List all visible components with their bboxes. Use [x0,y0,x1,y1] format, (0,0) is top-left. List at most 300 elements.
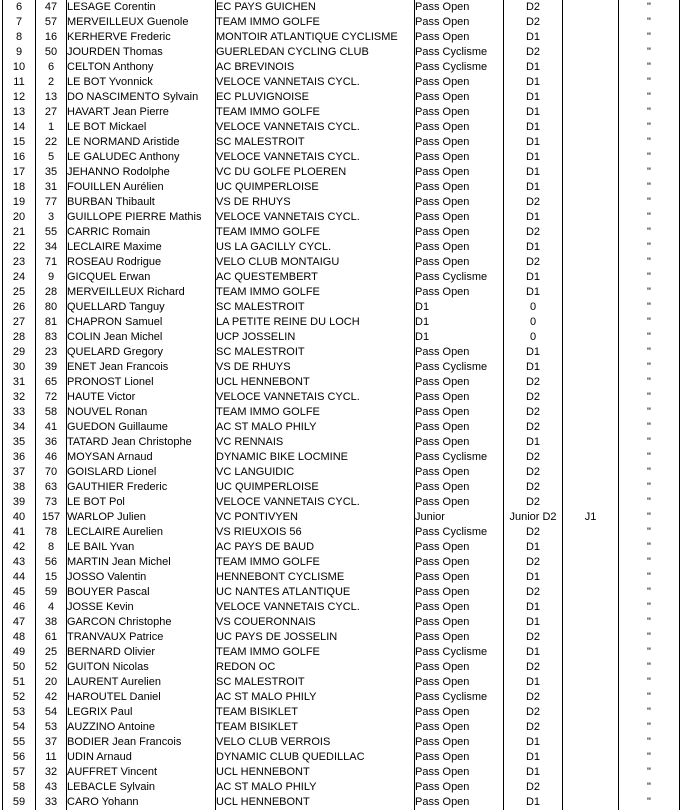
cell-bib-number: 53 [36,720,67,735]
cell-position: 56 [3,750,36,765]
cell-bib-number: 63 [36,480,67,495]
cell-category: Pass Open [415,75,504,90]
cell-rider-name: BODIER Jean Francois [67,735,216,750]
cell-division: D2 [504,0,563,15]
cell-position: 43 [3,555,36,570]
cell-position: 32 [3,390,36,405]
cell-position: 57 [3,765,36,780]
cell-extra [563,405,619,420]
cell-extra [563,30,619,45]
cell-rider-name: JOSSO Valentin [67,570,216,585]
cell-club: SC MALESTROIT [216,345,415,360]
table-row [3,570,680,585]
cell-bib-number: 32 [36,765,67,780]
cell-ditto-mark: " [619,675,680,690]
cell-ditto-mark: " [619,165,680,180]
cell-position: 52 [3,690,36,705]
cell-extra [563,135,619,150]
cell-extra [563,75,619,90]
cell-position: 20 [3,210,36,225]
cell-extra [563,735,619,750]
cell-bib-number: 34 [36,240,67,255]
cell-position: 29 [3,345,36,360]
cell-bib-number: 39 [36,360,67,375]
cell-position: 10 [3,60,36,75]
table-row [3,345,680,360]
cell-division: D2 [504,660,563,675]
cell-bib-number: 2 [36,75,67,90]
cell-ditto-mark: " [619,285,680,300]
cell-extra [563,270,619,285]
results-table-body [3,0,680,810]
cell-rider-name: BOUYER Pascal [67,585,216,600]
cell-bib-number: 50 [36,45,67,60]
table-row [3,585,680,600]
cell-category: Pass Open [415,285,504,300]
cell-ditto-mark: " [619,750,680,765]
cell-division: 0 [504,315,563,330]
cell-rider-name: LECLAIRE Aurelien [67,525,216,540]
table-row [3,30,680,45]
cell-ditto-mark: " [619,645,680,660]
table-row [3,135,680,150]
cell-extra [563,15,619,30]
cell-ditto-mark: " [619,540,680,555]
cell-bib-number: 59 [36,585,67,600]
cell-bib-number: 31 [36,180,67,195]
cell-category: Pass Open [415,0,504,15]
cell-position: 34 [3,420,36,435]
cell-division: D2 [504,780,563,795]
cell-extra [563,60,619,75]
cell-club: AC ST MALO PHILY [216,690,415,705]
cell-category: Pass Open [415,435,504,450]
cell-division: D2 [504,720,563,735]
cell-category: Pass Cyclisme [415,45,504,60]
cell-bib-number: 6 [36,60,67,75]
cell-rider-name: JOURDEN Thomas [67,45,216,60]
results-table [2,0,680,810]
cell-category: Pass Open [415,225,504,240]
cell-rider-name: GUEDON Guillaume [67,420,216,435]
cell-category: Pass Open [415,255,504,270]
cell-bib-number: 11 [36,750,67,765]
cell-ditto-mark: " [619,795,680,810]
cell-division: D2 [504,390,563,405]
cell-division: D2 [504,405,563,420]
cell-extra [563,390,619,405]
table-row [3,165,680,180]
cell-division: D1 [504,210,563,225]
cell-club: TEAM IMMO GOLFE [216,645,415,660]
cell-category: Pass Cyclisme [415,360,504,375]
cell-rider-name: LE BOT Mickael [67,120,216,135]
cell-division: D1 [504,435,563,450]
cell-category: Pass Open [415,375,504,390]
cell-club: AC ST MALO PHILY [216,780,415,795]
cell-division: D1 [504,240,563,255]
cell-category: Pass Open [415,180,504,195]
cell-category: Pass Open [415,675,504,690]
cell-club: SC MALESTROIT [216,135,415,150]
cell-category: Pass Open [415,585,504,600]
cell-club: UCP JOSSELIN [216,330,415,345]
table-row [3,150,680,165]
cell-division: D1 [504,180,563,195]
cell-position: 26 [3,300,36,315]
cell-division: D1 [504,645,563,660]
cell-bib-number: 52 [36,660,67,675]
cell-ditto-mark: " [619,450,680,465]
table-row [3,60,680,75]
cell-club: TEAM IMMO GOLFE [216,105,415,120]
cell-position: 27 [3,315,36,330]
cell-club: VELOCE VANNETAIS CYCL. [216,120,415,135]
cell-club: AC ST MALO PHILY [216,420,415,435]
cell-extra [563,630,619,645]
cell-rider-name: MERVEILLEUX Guenole [67,15,216,30]
cell-position: 44 [3,570,36,585]
cell-club: VELOCE VANNETAIS CYCL. [216,210,415,225]
cell-rider-name: GARCON Christophe [67,615,216,630]
cell-division: D1 [504,615,563,630]
cell-rider-name: GUILLOPE PIERRE Mathis [67,210,216,225]
cell-ditto-mark: " [619,705,680,720]
cell-bib-number: 1 [36,120,67,135]
cell-bib-number: 3 [36,210,67,225]
table-row [3,105,680,120]
cell-rider-name: LE GALUDEC Anthony [67,150,216,165]
cell-category: Pass Open [415,750,504,765]
cell-category: Junior [415,510,504,525]
cell-position: 51 [3,675,36,690]
cell-division: D1 [504,270,563,285]
table-row [3,360,680,375]
cell-division: D2 [504,195,563,210]
cell-rider-name: GAUTHIER Frederic [67,480,216,495]
cell-ditto-mark: " [619,105,680,120]
cell-ditto-mark: " [619,630,680,645]
cell-rider-name: MOYSAN Arnaud [67,450,216,465]
cell-club: EC PLUVIGNOISE [216,90,415,105]
cell-extra [563,780,619,795]
cell-ditto-mark: " [619,210,680,225]
cell-bib-number: 58 [36,405,67,420]
table-row [3,255,680,270]
cell-rider-name: ROSEAU Rodrigue [67,255,216,270]
cell-bib-number: 28 [36,285,67,300]
cell-position: 17 [3,165,36,180]
cell-extra [563,480,619,495]
cell-ditto-mark: " [619,90,680,105]
table-row [3,450,680,465]
cell-bib-number: 72 [36,390,67,405]
cell-category: Pass Open [415,780,504,795]
cell-position: 30 [3,360,36,375]
cell-rider-name: QUELARD Gregory [67,345,216,360]
cell-club: VC RENNAIS [216,435,415,450]
cell-position: 19 [3,195,36,210]
table-row [3,270,680,285]
table-row [3,780,680,795]
cell-bib-number: 33 [36,795,67,810]
cell-rider-name: GICQUEL Erwan [67,270,216,285]
cell-extra [563,255,619,270]
cell-rider-name: BURBAN Thibault [67,195,216,210]
cell-rider-name: GUITON Nicolas [67,660,216,675]
cell-extra [563,570,619,585]
cell-position: 8 [3,30,36,45]
cell-category: Pass Open [415,150,504,165]
cell-category: Pass Open [415,555,504,570]
cell-position: 15 [3,135,36,150]
table-row [3,750,680,765]
cell-club: AC PAYS DE BAUD [216,540,415,555]
cell-ditto-mark: " [619,435,680,450]
cell-extra [563,495,619,510]
cell-position: 53 [3,705,36,720]
cell-ditto-mark: " [619,480,680,495]
table-row [3,0,680,15]
table-row [3,615,680,630]
cell-division: D1 [504,360,563,375]
cell-division: D2 [504,630,563,645]
cell-position: 45 [3,585,36,600]
cell-extra [563,360,619,375]
cell-division: D2 [504,495,563,510]
cell-extra [563,705,619,720]
table-row [3,720,680,735]
cell-club: VS COUERONNAIS [216,615,415,630]
cell-bib-number: 43 [36,780,67,795]
cell-rider-name: FOUILLEN Aurélien [67,180,216,195]
cell-club: TEAM BISIKLET [216,720,415,735]
cell-extra [563,615,619,630]
cell-extra: J1 [563,510,619,525]
cell-ditto-mark: " [619,735,680,750]
cell-rider-name: CARO Yohann [67,795,216,810]
cell-category: Pass Open [415,570,504,585]
cell-club: VELO CLUB VERROIS [216,735,415,750]
cell-club: SC MALESTROIT [216,675,415,690]
cell-club: SC MALESTROIT [216,300,415,315]
cell-division: D2 [504,225,563,240]
cell-rider-name: LE NORMAND Aristide [67,135,216,150]
cell-division: D2 [504,420,563,435]
cell-club: US LA GACILLY CYCL. [216,240,415,255]
cell-position: 11 [3,75,36,90]
table-row [3,45,680,60]
cell-bib-number: 13 [36,90,67,105]
cell-bib-number: 157 [36,510,67,525]
cell-bib-number: 81 [36,315,67,330]
cell-club: TEAM BISIKLET [216,705,415,720]
table-row [3,765,680,780]
cell-position: 54 [3,720,36,735]
cell-club: VC LANGUIDIC [216,465,415,480]
cell-extra [563,465,619,480]
cell-extra [563,600,619,615]
cell-extra [563,720,619,735]
cell-category: D1 [415,315,504,330]
cell-rider-name: TRANVAUX Patrice [67,630,216,645]
cell-division: D2 [504,525,563,540]
cell-bib-number: 80 [36,300,67,315]
cell-division: D2 [504,480,563,495]
table-row [3,15,680,30]
table-row [3,675,680,690]
cell-rider-name: WARLOP Julien [67,510,216,525]
cell-category: Pass Open [415,720,504,735]
cell-extra [563,645,619,660]
table-row [3,690,680,705]
cell-extra [563,795,619,810]
cell-extra [563,45,619,60]
cell-ditto-mark: " [619,615,680,630]
cell-division: 0 [504,330,563,345]
cell-rider-name: HAUTE Victor [67,390,216,405]
cell-rider-name: ENET Jean Francois [67,360,216,375]
cell-bib-number: 38 [36,615,67,630]
cell-division: D1 [504,120,563,135]
cell-bib-number: 56 [36,555,67,570]
cell-club: VELOCE VANNETAIS CYCL. [216,150,415,165]
cell-ditto-mark: " [619,195,680,210]
cell-club: AC QUESTEMBERT [216,270,415,285]
cell-rider-name: DO NASCIMENTO Sylvain [67,90,216,105]
cell-extra [563,690,619,705]
cell-position: 13 [3,105,36,120]
cell-division: D1 [504,60,563,75]
cell-division: D1 [504,345,563,360]
cell-rider-name: LESAGE Corentin [67,0,216,15]
cell-category: Pass Open [415,420,504,435]
cell-ditto-mark: " [619,600,680,615]
cell-category: Pass Cyclisme [415,450,504,465]
cell-position: 50 [3,660,36,675]
cell-club: AC BREVINOIS [216,60,415,75]
table-row [3,510,680,525]
cell-club: REDON OC [216,660,415,675]
cell-ditto-mark: " [619,0,680,15]
cell-extra [563,120,619,135]
cell-bib-number: 57 [36,15,67,30]
cell-club: HENNEBONT CYCLISME [216,570,415,585]
cell-rider-name: QUELLARD Tanguy [67,300,216,315]
cell-ditto-mark: " [619,330,680,345]
cell-extra [563,375,619,390]
cell-ditto-mark: " [619,135,680,150]
cell-position: 49 [3,645,36,660]
cell-position: 31 [3,375,36,390]
cell-ditto-mark: " [619,570,680,585]
cell-rider-name: LE BOT Yvonnick [67,75,216,90]
cell-extra [563,165,619,180]
cell-bib-number: 20 [36,675,67,690]
cell-rider-name: LEBACLE Sylvain [67,780,216,795]
cell-bib-number: 83 [36,330,67,345]
cell-bib-number: 8 [36,540,67,555]
cell-division: D1 [504,75,563,90]
cell-ditto-mark: " [619,390,680,405]
cell-rider-name: CELTON Anthony [67,60,216,75]
cell-position: 36 [3,450,36,465]
table-row [3,225,680,240]
cell-extra [563,285,619,300]
cell-division: D1 [504,600,563,615]
cell-ditto-mark: " [619,315,680,330]
cell-category: Pass Open [415,660,504,675]
cell-club: DYNAMIC CLUB QUEDILLAC [216,750,415,765]
table-row [3,210,680,225]
cell-bib-number: 42 [36,690,67,705]
cell-category: Pass Open [415,345,504,360]
cell-extra [563,195,619,210]
cell-position: 55 [3,735,36,750]
cell-category: Pass Open [415,405,504,420]
cell-position: 42 [3,540,36,555]
cell-position: 14 [3,120,36,135]
cell-rider-name: UDIN Arnaud [67,750,216,765]
cell-club: TEAM IMMO GOLFE [216,285,415,300]
cell-ditto-mark: " [619,585,680,600]
cell-division: D1 [504,765,563,780]
cell-division: D1 [504,105,563,120]
cell-rider-name: MERVEILLEUX Richard [67,285,216,300]
cell-ditto-mark: " [619,45,680,60]
cell-rider-name: AUFFRET Vincent [67,765,216,780]
cell-ditto-mark: " [619,555,680,570]
cell-position: 33 [3,405,36,420]
cell-ditto-mark: " [619,150,680,165]
table-row [3,540,680,555]
cell-club: LA PETITE REINE DU LOCH [216,315,415,330]
cell-division: D2 [504,705,563,720]
cell-club: VELOCE VANNETAIS CYCL. [216,390,415,405]
cell-extra [563,150,619,165]
cell-rider-name: JOSSE Kevin [67,600,216,615]
table-row [3,405,680,420]
cell-position: 39 [3,495,36,510]
cell-rider-name: NOUVEL Ronan [67,405,216,420]
cell-ditto-mark: " [619,60,680,75]
cell-bib-number: 35 [36,165,67,180]
cell-position: 9 [3,45,36,60]
cell-club: TEAM IMMO GOLFE [216,555,415,570]
cell-ditto-mark: " [619,375,680,390]
cell-category: Pass Cyclisme [415,645,504,660]
cell-rider-name: CARRIC Romain [67,225,216,240]
cell-ditto-mark: " [619,75,680,90]
table-row [3,795,680,810]
cell-division: D1 [504,675,563,690]
cell-rider-name: KERHERVE Frederic [67,30,216,45]
cell-ditto-mark: " [619,300,680,315]
table-row [3,555,680,570]
table-row [3,645,680,660]
cell-ditto-mark: " [619,660,680,675]
cell-club: TEAM IMMO GOLFE [216,225,415,240]
cell-position: 59 [3,795,36,810]
cell-position: 40 [3,510,36,525]
cell-category: Pass Cyclisme [415,60,504,75]
cell-bib-number: 22 [36,135,67,150]
cell-division: D2 [504,555,563,570]
cell-bib-number: 15 [36,570,67,585]
cell-bib-number: 78 [36,525,67,540]
cell-position: 38 [3,480,36,495]
table-row [3,465,680,480]
